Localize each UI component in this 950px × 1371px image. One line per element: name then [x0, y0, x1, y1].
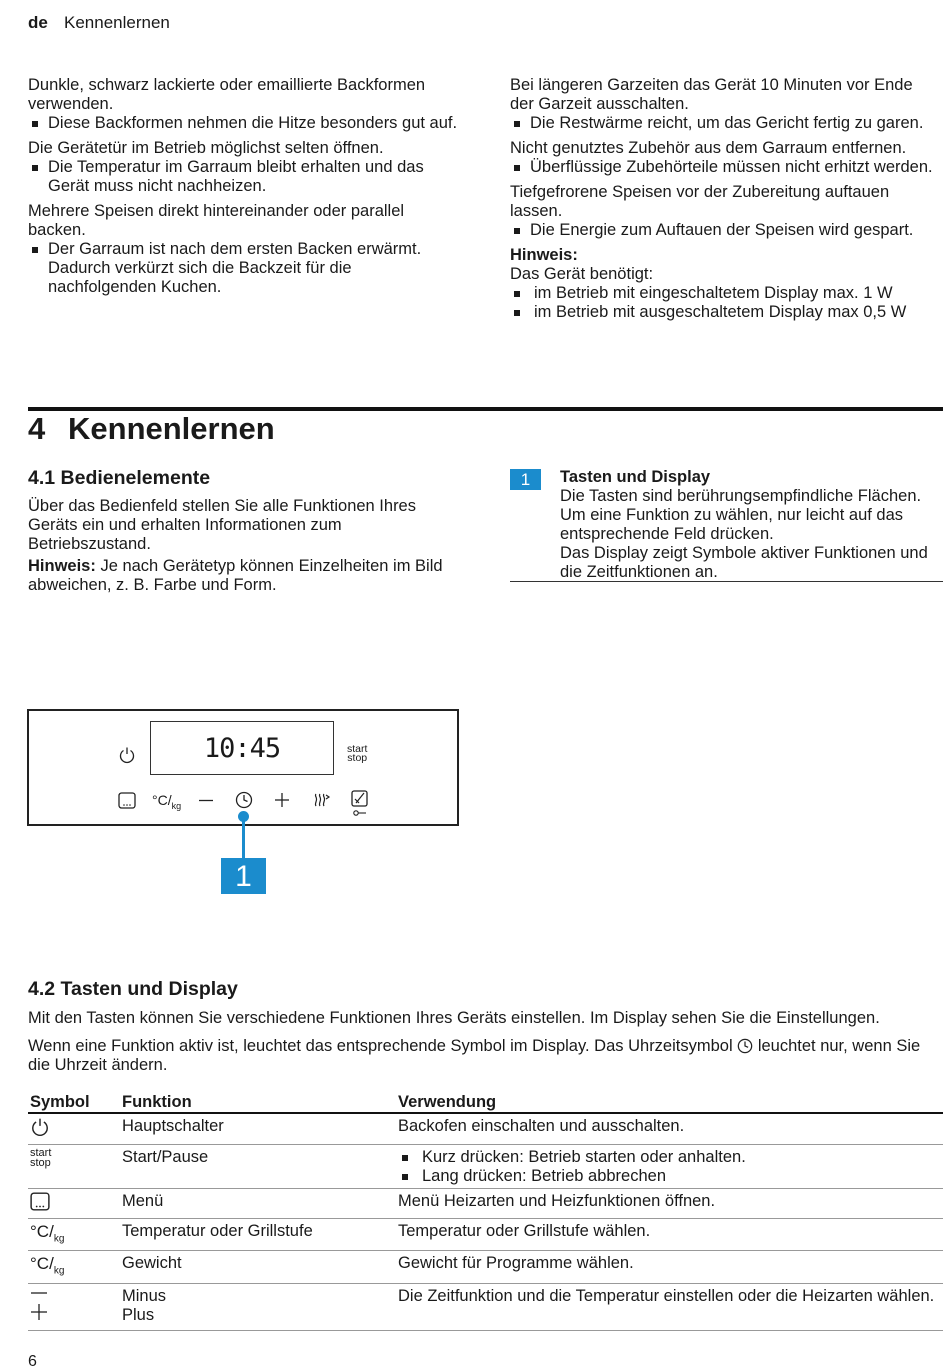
usage-bullet: Kurz drücken: Betrieb starten oder anhalten. — [398, 1148, 941, 1167]
language-code: de — [28, 13, 48, 32]
usage-cell: Temperatur oder Grillstufe wählen. — [396, 1219, 943, 1251]
page-number: 6 — [28, 1353, 37, 1370]
note-item: im Betrieb mit eingeschaltetem Display max. 1 W — [510, 284, 940, 303]
callout-text: Die Tasten sind berührungsempfindliche Flächen. Um eine Funktion zu wählen, nur leicht auf das entsprechende Feld drücken. — [560, 487, 922, 543]
stop-label: stop — [347, 752, 368, 764]
tip-bullet: Überflüssige Zubehörteile müssen nicht erhitzt werden. — [510, 158, 940, 177]
celsius-label: °C — [30, 1254, 50, 1274]
hint-paragraph — [28, 557, 458, 595]
tip-bullet: Die Temperatur im Garraum bleibt erhalten und das Gerät muss nicht nachheizen. — [28, 158, 458, 196]
column-header: Symbol — [28, 1090, 120, 1113]
right-tips-column — [510, 76, 940, 322]
tip-bullet: Die Restwärme reicht, um das Gericht fertig zu garen. — [510, 114, 940, 133]
display-screen — [150, 721, 334, 775]
paragraph: Mit den Tasten können Sie verschiedene Funktionen Ihres Geräts einstellen. Im Display sehen Sie die Einstellungen. — [28, 1009, 880, 1027]
menu-icon — [30, 1192, 50, 1211]
section-heading — [28, 978, 238, 1000]
section-number: 4.1 — [28, 467, 56, 489]
tip-text: Bei längeren Garzeiten das Gerät 10 Minuten vor Ende der Garzeit ausschalten. — [510, 76, 913, 113]
weight-icon: $^\circ C/_{kg}$ — [30, 1254, 65, 1277]
tip-group — [510, 183, 940, 240]
tip-text: Dunkle, schwarz lackierte oder emaillierte Backformen verwenden. — [28, 76, 426, 113]
note-label: Hinweis: — [510, 246, 578, 264]
table-header-row — [28, 1090, 943, 1113]
power-note — [510, 246, 940, 322]
function-cell: Temperatur oder Grillstufe — [120, 1219, 396, 1251]
chapter-heading — [28, 410, 275, 448]
symbol-table — [28, 1090, 943, 1331]
chapter-title: Kennenlernen — [68, 411, 275, 446]
tip-text: Nicht genutztes Zubehör aus dem Garraum entfernen. — [510, 139, 907, 157]
tip-group — [510, 139, 940, 177]
function-cell: Gewicht — [120, 1251, 396, 1283]
callout-number: 1 — [510, 469, 541, 490]
tip-group — [28, 139, 458, 196]
start-stop-key — [347, 745, 367, 763]
function-label: Minus — [122, 1286, 167, 1305]
usage-cell: Menü Heizarten und Heizfunktionen öffnen. — [396, 1189, 943, 1219]
usage-cell: Gewicht für Programme wählen. — [396, 1251, 943, 1283]
function-cell — [120, 1283, 396, 1330]
function-label: Plus — [122, 1305, 155, 1324]
tip-bullet: Diese Backformen nehmen die Hitze besonders gut auf. — [28, 114, 458, 133]
start-stop-icon — [30, 1148, 118, 1168]
tip-group — [28, 202, 458, 297]
clock-icon — [737, 1038, 753, 1054]
callout-leader-label: 1 — [221, 858, 266, 894]
callout-leader-line — [242, 815, 245, 862]
section-number: 4.2 — [28, 978, 56, 1000]
function-cell: Menü — [120, 1189, 396, 1219]
symbol-cell — [28, 1113, 120, 1145]
section-heading — [28, 467, 210, 489]
power-icon — [118, 746, 136, 764]
function-cell: Hauptschalter — [120, 1113, 396, 1145]
running-header-title: Kennenlernen — [64, 13, 170, 32]
tip-group — [28, 76, 458, 133]
section-title: Tasten und Display — [60, 978, 238, 1000]
start-label: start — [30, 1147, 52, 1159]
hint-label: Hinweis: — [28, 557, 96, 575]
stop-label: stop — [30, 1157, 51, 1169]
minus-icon — [198, 799, 214, 802]
tip-text: Mehrere Speisen direkt hintereinander oder parallel backen. — [28, 202, 405, 239]
paragraph-part: Wenn eine Funktion aktiv ist, leuchtet das entsprechende Symbol im Display. Das Uhrzeitsymbol — [28, 1037, 733, 1055]
menu-icon — [118, 792, 136, 809]
cleaning-icon — [350, 790, 370, 820]
column-header: Verwendung — [396, 1090, 943, 1113]
symbol-cell — [28, 1283, 120, 1330]
kg-label: kg — [53, 1233, 65, 1245]
temperature-icon: $^\circ C/_{kg}$ — [30, 1222, 65, 1245]
section-title: Bedienelemente — [60, 467, 211, 489]
symbol-cell — [28, 1189, 120, 1219]
section-intro — [28, 497, 458, 601]
symbol-cell — [28, 1251, 120, 1283]
control-panel-illustration — [27, 709, 459, 826]
tip-bullet: Die Energie zum Auftauen der Speisen wird gespart. — [510, 221, 940, 240]
table-row — [28, 1145, 943, 1189]
paragraph — [28, 1037, 943, 1075]
table-row — [28, 1283, 943, 1330]
callout-body — [560, 468, 943, 582]
tip-text: Die Gerätetür im Betrieb möglichst selten öffnen. — [28, 139, 384, 157]
tip-group — [510, 76, 940, 133]
start-label: start — [347, 743, 368, 755]
celsius-label: °C — [30, 1222, 50, 1241]
usage-cell — [396, 1145, 943, 1189]
temperature-weight-key: $^\circ C/_{kg}$ — [152, 792, 182, 811]
callout-leader-dot — [238, 811, 249, 822]
kg-label: kg — [171, 800, 182, 811]
note-item: im Betrieb mit ausgeschaltetem Display max 0,5 W — [510, 303, 940, 322]
column-header: Funktion — [120, 1090, 396, 1113]
celsius-label: °C — [152, 792, 168, 808]
tip-text: Tiefgefrorene Speisen vor der Zubereitung auftauen lassen. — [510, 183, 890, 220]
table-row — [28, 1113, 943, 1145]
symbol-cell — [28, 1145, 120, 1189]
function-cell: Start/Pause — [120, 1145, 396, 1189]
callout-title: Tasten und Display — [560, 468, 711, 486]
usage-cell: Backofen einschalten und ausschalten. — [396, 1113, 943, 1145]
callout-text: Das Display zeigt Symbole aktiver Funktionen und die Zeitfunktionen an. — [560, 544, 928, 581]
note-intro: Das Gerät benötigt: — [510, 265, 654, 283]
tip-bullet: Der Garraum ist nach dem ersten Backen erwärmt. Dadurch verkürzt sich die Backzeit für die nachfolgenden Kuchen. — [28, 240, 458, 297]
kg-label: kg — [53, 1265, 65, 1277]
usage-cell: Die Zeitfunktion und die Temperatur einstellen oder die Heizarten wählen. — [396, 1283, 943, 1330]
symbol-cell — [28, 1219, 120, 1251]
intro-paragraph: Über das Bedienfeld stellen Sie alle Funktionen Ihres Geräts ein und erhalten Informationen zum Betriebszustand. — [28, 497, 416, 553]
callout-legend — [510, 467, 943, 582]
fast-preheat-icon — [313, 791, 331, 809]
table-row — [28, 1251, 943, 1283]
left-tips-column — [28, 76, 458, 303]
clock-icon — [235, 791, 253, 809]
paragraph-part: leuchtet nur, wenn Sie die Uhrzeit ändern. — [28, 1037, 921, 1074]
usage-bullet: Lang drücken: Betrieb abbrechen — [398, 1167, 941, 1186]
chapter-number: 4 — [28, 411, 46, 446]
display-time: 10:45 — [203, 733, 281, 764]
section-text — [28, 1009, 943, 1081]
table-row — [28, 1189, 943, 1219]
hint-text: Je nach Gerätetyp können Einzelheiten im Bild abweichen, z. B. Farbe und Form. — [28, 557, 443, 594]
plus-icon — [274, 792, 290, 808]
minus-plus-icon — [30, 1287, 48, 1323]
table-row — [28, 1219, 943, 1251]
power-icon — [30, 1117, 50, 1137]
